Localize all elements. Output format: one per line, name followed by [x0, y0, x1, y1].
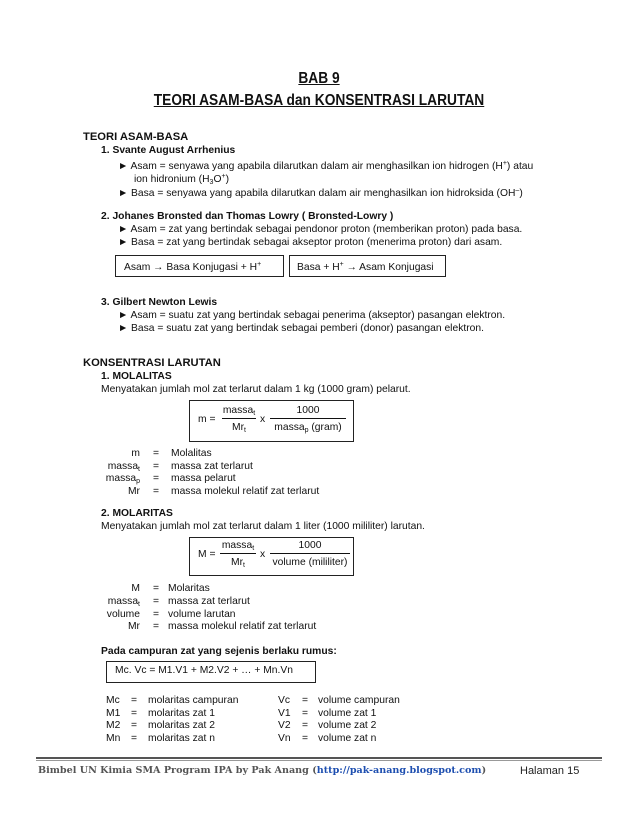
- text: ): [519, 188, 523, 199]
- text: massa: [222, 405, 254, 416]
- text: massa: [107, 461, 139, 472]
- bronsted-basa-line: ► Basa = zat yang bertindak sebagai akseptor proton (menerima proton) dari asam.: [118, 237, 503, 248]
- legend-equals: =: [302, 695, 309, 706]
- text: (gram): [308, 422, 342, 433]
- legend-desc: volume zat 1: [318, 708, 377, 719]
- bronsted-asam-line: ► Asam = zat yang bertindak sebagai pendonor proton (memberikan proton) pada basa.: [118, 224, 523, 235]
- legend-equals: =: [131, 720, 138, 731]
- sub: t: [138, 601, 140, 608]
- legend-symbol: V2: [278, 720, 291, 731]
- bronsted-heading: 2. Johanes Bronsted dan Thomas Lowry ( Bronsted-Lowry ): [101, 211, 394, 222]
- sup: +: [339, 261, 344, 268]
- molaritas-desc: Menyatakan jumlah mol zat terlarut dalam 1 liter (1000 mililiter) larutan.: [101, 521, 425, 532]
- sup: –: [515, 187, 520, 194]
- legend-desc: volume campuran: [318, 695, 400, 706]
- molalitas-desc: Menyatakan jumlah mol zat terlarut dalam 1 kg (1000 gram) pelarut.: [101, 384, 411, 395]
- legend-symbol: V1: [278, 708, 291, 719]
- text: ion hidronium (H: [134, 174, 210, 185]
- def-equals: =: [153, 583, 160, 594]
- def-symbol: [100, 486, 140, 501]
- molalitas-den2: [270, 422, 346, 437]
- legend-equals: =: [302, 708, 309, 719]
- text: → Asam Konjugasi: [343, 262, 434, 273]
- campuran-heading: Pada campuran zat yang sejenis berlaku rumus:: [101, 646, 337, 657]
- sub: t: [138, 466, 140, 473]
- molalitas-lhs: m =: [198, 414, 216, 425]
- def-desc: volume larutan: [168, 609, 236, 620]
- def-desc: massa zat terlarut: [168, 596, 250, 607]
- sub: p: [304, 427, 309, 434]
- molalitas-den1: [222, 422, 256, 437]
- def-desc: massa molekul relatif zat terlarut: [171, 486, 320, 497]
- legend-desc: molaritas zat n: [148, 733, 215, 744]
- text: massa: [221, 540, 253, 551]
- def-desc: massa zat terlarut: [171, 461, 253, 472]
- text: massa: [105, 473, 137, 484]
- lewis-heading: 3. Gilbert Newton Lewis: [101, 297, 218, 308]
- campuran-formula: Mc. Vc = M1.V1 + M2.V2 + … + Mn.Vn: [115, 665, 293, 676]
- conjugate-base-text: [297, 259, 434, 274]
- lewis-asam-line: ► Asam = suatu zat yang bertindak sebagai penerima (akseptor) pasangan elektron.: [118, 310, 506, 321]
- legend-symbol: M2: [106, 720, 121, 731]
- molaritas-frac-line-1: [220, 553, 256, 554]
- text: ► Basa = senyawa yang apabila dilarutkan dalam air menghasilkan ion hidroksida (OH: [118, 188, 516, 199]
- sub: t: [243, 562, 245, 569]
- lewis-basa-line: ► Basa = suatu zat yang bertindak sebagai pemberi (donor) pasangan elektron.: [118, 323, 484, 334]
- molaritas-lhs: M =: [198, 549, 216, 560]
- legend-symbol: Vc: [278, 695, 291, 706]
- molaritas-heading: 2. MOLARITAS: [101, 508, 173, 519]
- sup: +: [221, 173, 226, 180]
- sub: t: [253, 410, 256, 417]
- molalitas-num2: 1000: [296, 405, 320, 416]
- def-desc: massa molekul relatif zat terlarut: [168, 621, 317, 632]
- molalitas-heading: 1. MOLALITAS: [101, 371, 172, 382]
- footer-credit-close: ): [481, 765, 487, 776]
- def-equals: =: [153, 596, 160, 607]
- sub: t: [252, 545, 255, 552]
- arrhenius-asam-text: ► Asam = senyawa yang apabila dilarutkan dalam air menghasilkan ion hidrogen (H: [118, 161, 503, 172]
- legend-symbol: M1: [106, 708, 121, 719]
- def-equals: =: [153, 486, 160, 497]
- text: ): [225, 174, 229, 185]
- legend-equals: =: [131, 708, 138, 719]
- def-desc: Molalitas: [171, 448, 212, 459]
- sup: +: [257, 261, 262, 268]
- page-number: Halaman 15: [520, 765, 580, 777]
- def-equals: =: [153, 621, 160, 632]
- footer-credit-text: Bimbel UN Kimia SMA Program IPA by Pak Anang (: [38, 765, 317, 776]
- molaritas-den2: volume (mililiter): [272, 557, 348, 568]
- molaritas-frac-line-2: [270, 553, 350, 554]
- text: Mr: [231, 557, 244, 568]
- arrhenius-heading: 1. Svante August Arrhenius: [101, 145, 236, 156]
- arrhenius-asam-tail: ) atau: [506, 161, 534, 172]
- legend-equals: =: [302, 720, 309, 731]
- text: Asam → Basa Konjugasi + H: [124, 262, 258, 273]
- legend-symbol: Vn: [278, 733, 291, 744]
- def-desc: massa pelarut: [171, 473, 236, 484]
- sub: p: [136, 478, 140, 485]
- legend-equals: =: [131, 733, 138, 744]
- text: volume: [106, 609, 140, 620]
- text: m: [131, 448, 140, 459]
- chapter-title: BAB 9: [298, 70, 340, 87]
- legend-symbol: Mc: [106, 695, 120, 706]
- section-heading-konsentrasi: KONSENTRASI LARUTAN: [83, 357, 221, 369]
- text: M: [131, 583, 140, 594]
- sup: +: [502, 160, 507, 167]
- def-equals: =: [153, 609, 160, 620]
- def-symbol: [100, 621, 140, 636]
- molaritas-num2: 1000: [298, 540, 322, 551]
- legend-equals: =: [302, 733, 309, 744]
- def-equals: =: [153, 473, 160, 484]
- text: massa: [274, 422, 305, 433]
- arrhenius-basa-line: [118, 185, 523, 200]
- text: Mr: [127, 486, 140, 497]
- footer-rule: [36, 757, 602, 759]
- molalitas-frac-line-2: [270, 418, 346, 419]
- legend-symbol: Mn: [106, 733, 121, 744]
- legend-desc: molaritas campuran: [148, 695, 239, 706]
- text: Mr: [127, 621, 140, 632]
- text: O: [213, 174, 222, 185]
- def-equals: =: [153, 448, 160, 459]
- legend-desc: molaritas zat 1: [148, 708, 215, 719]
- molalitas-frac-line-1: [222, 418, 256, 419]
- text: massa: [107, 596, 139, 607]
- def-desc: Molaritas: [168, 583, 210, 594]
- legend-desc: molaritas zat 2: [148, 720, 215, 731]
- text: Basa + H: [297, 262, 340, 273]
- sub: 3: [209, 179, 214, 186]
- text: Mr: [232, 422, 245, 433]
- legend-equals: =: [131, 695, 138, 706]
- legend-desc: volume zat 2: [318, 720, 377, 731]
- molaritas-den1: [220, 557, 256, 572]
- footer-rule-thin: [36, 760, 602, 761]
- legend-desc: volume zat n: [318, 733, 377, 744]
- molalitas-times: x: [260, 414, 266, 425]
- footer-blog-link[interactable]: http://pak-anang.blogspot.com: [316, 765, 482, 776]
- def-equals: =: [153, 461, 160, 472]
- footer-credit: [38, 765, 486, 776]
- section-heading-asam-basa: TEORI ASAM-BASA: [83, 131, 189, 143]
- sub: t: [244, 427, 246, 434]
- molaritas-times: x: [260, 549, 266, 560]
- conjugate-acid-text: [124, 259, 261, 274]
- page-title: TEORI ASAM-BASA dan KONSENTRASI LARUTAN: [153, 92, 485, 109]
